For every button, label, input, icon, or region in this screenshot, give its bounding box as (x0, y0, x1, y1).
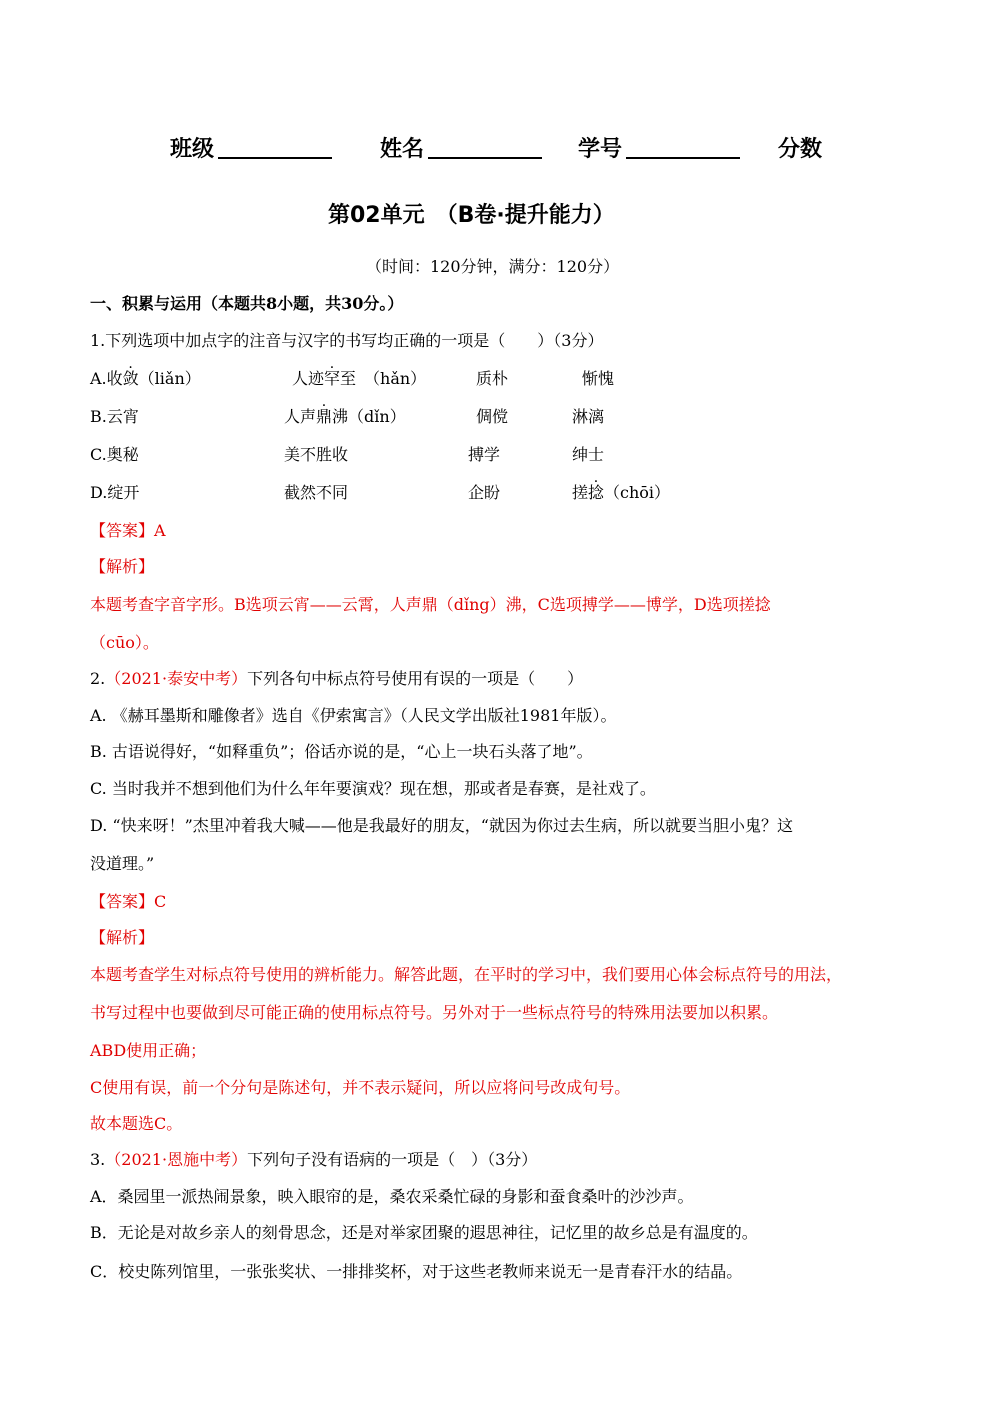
q2-option: C. 当时我并不想到他们为什么年年要演戏？现在想，那或者是春赛，是社戏了。 (90, 779, 656, 798)
q2-option: 没道理。” (90, 854, 155, 873)
q1-option-d-col4: 搓捻（chōi） (572, 483, 671, 502)
score-label: 分数 (778, 137, 823, 162)
q2-source-tag: （2021·泰安中考） (105, 669, 248, 688)
q3-option: C．校史陈列馆里，一张张奖状、一排排奖杯，对于这些老教师来说无一是青春汗水的结晶。 (90, 1262, 743, 1281)
q2-analysis-line: 本题考查学生对标点符号使用的辨析能力。解答此题，在平时的学习中，我们要用心体会标点符号的用法， (90, 965, 843, 984)
q3-option: A．桑园里一派热闹景象，映入眼帘的是，桑农采桑忙碌的身影和蚕食桑叶的沙沙声。 (90, 1187, 694, 1206)
q1-option-a-col4: 惭愧 (582, 369, 615, 388)
student-id-blank (626, 157, 740, 159)
q1-option-d-col2: 截然不同 (284, 483, 349, 502)
q1-option-c-col3: 搏学 (468, 445, 501, 464)
exam-meta: （时间：120分钟，满分：120分） (366, 257, 620, 276)
q2-analysis-label: 【解析】 (90, 928, 155, 947)
q1-option-c-col2: 美不胜收 (284, 445, 349, 464)
q1-option-a-col3: 质朴 (476, 369, 509, 388)
q2-answer: 【答案】C (90, 892, 167, 911)
q1-analysis-line: （cūo）。 (90, 633, 159, 652)
q1-option-c-col4: 绅士 (572, 445, 605, 464)
name-label: 姓名 (380, 137, 425, 162)
q1-option-b-col2: 人声鼎沸（dǐn） (284, 407, 406, 426)
section-heading: 一、积累与运用（本题共8小题，共30分。） (90, 294, 404, 313)
q1-answer: 【答案】A (90, 521, 166, 540)
q2-conclusion: 故本题选C。 (90, 1114, 183, 1133)
q1-option-d-col3: 企盼 (468, 483, 501, 502)
student-id-label: 学号 (578, 137, 623, 162)
page-title: 第02单元 （B卷·提升能力） (328, 203, 615, 228)
q2-analysis-line: ABD使用正确； (90, 1041, 207, 1060)
q3-source-tag: （2021·恩施中考） (105, 1150, 248, 1169)
q3-stem: 3.（2021·恩施中考）下列句子没有语病的一项是（ ）（3分） (90, 1150, 538, 1169)
name-blank (428, 157, 542, 159)
q3-option: B．无论是对故乡亲人的刻骨思念，还是对举家团聚的遐思神往，记忆里的故乡总是有温度的。 (90, 1223, 758, 1242)
q2-option: A. 《赫耳墨斯和雕像者》选自《伊索寓言》（人民文学出版社1981年版）。 (90, 706, 617, 725)
q2-option: D. “快来呀！”杰里冲着我大喊——他是我最好的朋友，“就因为你过去生病，所以就要当胆小鬼？这 (90, 816, 793, 835)
q1-option-a-col1: A.收敛（liǎn） (90, 369, 201, 388)
q1-stem: 1.下列选项中加点字的注音与汉字的书写均正确的一项是（ ）（3分） (90, 331, 604, 350)
q1-option-c-col1: C.奥秘 (90, 445, 139, 464)
q1-option-d-col1: D.绽开 (90, 483, 140, 502)
q1-analysis-label: 【解析】 (90, 557, 155, 576)
q2-option: B. 古语说得好，“如释重负”；俗话亦说的是，“心上一块石头落了地”。 (90, 742, 593, 761)
q2-stem: 2.（2021·泰安中考）下列各句中标点符号使用有误的一项是（ ） (90, 669, 584, 688)
q1-option-a-col2: 人迹罕至 （hǎn） (292, 369, 427, 388)
q2-analysis-line: 书写过程中也要做到尽可能正确的使用标点符号。另外对于一些标点符号的特殊用法要加以积累。 (90, 1003, 779, 1022)
class-label: 班级 (170, 137, 215, 162)
q1-option-b-col3: 倜傥 (476, 407, 509, 426)
class-blank (218, 157, 332, 159)
q1-option-b-col1: B.云宵 (90, 407, 139, 426)
q1-option-b-col4: 淋漓 (572, 407, 605, 426)
q2-analysis-line: C使用有误，前一个分句是陈述句，并不表示疑问，所以应将问号改成句号。 (90, 1078, 631, 1097)
q1-analysis-line: 本题考查字音字形。B选项云宵——云霄，人声鼎（dǐng）沸，C选项搏学——博学，D选项搓捻 (90, 595, 771, 614)
